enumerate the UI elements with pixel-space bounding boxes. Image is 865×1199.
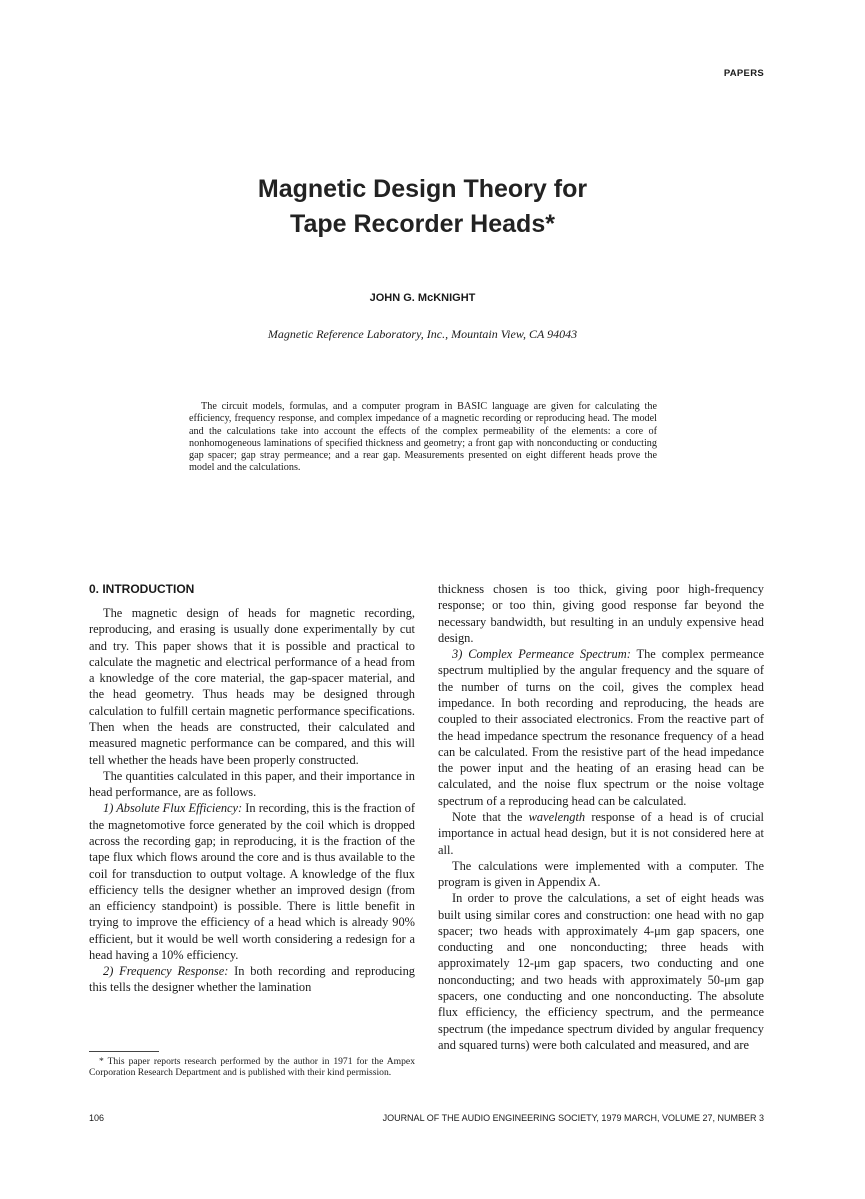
column-right <box>438 581 764 1053</box>
list-item-label: 3) Complex Permeance Spectrum: <box>452 647 631 662</box>
paragraph-continued: thickness chosen is too thick, giving poor high-frequency response; or too thin, giving good response far beyond the necessary bandwidth, but resulting in an unduly expensive head design. <box>438 582 764 645</box>
title-line-2: Tape Recorder Heads* <box>290 210 555 238</box>
text-run: Note that the <box>452 809 529 824</box>
list-item-complex-permeance <box>438 646 764 809</box>
section-tag: PAPERS <box>723 68 764 79</box>
author-name: JOHN G. McKNIGHT <box>369 292 476 304</box>
footnote: * This paper reports research performed by the author in 1971 for the Ampex Corporation Research Department and is published with their kind permission. <box>89 1056 415 1078</box>
paragraph <box>438 809 764 858</box>
paragraph: The quantities calculated in this paper, and their importance in head performance, are as follows. <box>89 768 415 800</box>
list-item-label: 1) Absolute Flux Efficiency: <box>103 801 243 816</box>
list-item-text: In both recording and reproducing this tells the designer whether the lamination <box>89 964 415 995</box>
journal-citation: JOURNAL OF THE AUDIO ENGINEERING SOCIETY, 1979 MARCH, VOLUME 27, NUMBER 3 <box>382 1113 764 1123</box>
paper-title <box>0 172 845 242</box>
list-item-text: The complex permeance spectrum multiplied by the angular frequency and the square of the number of turns on the coil, gives the complex head impedance. In both recording and reproducing, the heads are coupled to their associated electronics. From the reactive part of the head impedance spectrum the resonance frequency of a head can be calculated. From the resistive part of the head impedance the power input and the heating of an erasing head can be calculated, and the noise flux spectrum or the noise voltage spectrum of a reproducing head can be calculated. <box>438 647 764 808</box>
abstract: The circuit models, formulas, and a computer program in BASIC language are given for calculating the efficiency, frequency response, and complex impedance of a magnetic recording or reproducing head. The model and the calculations take into account the effects of the complex permeability of the elements: a core of nonhomogeneous laminations of specified thickness and geometry; a front gap with nonconducting or conducting gap spacer; gap stray permeance; and a rear gap. Measurements presented on eight different heads prove the model and the calculations. <box>189 401 657 474</box>
paragraph: In order to prove the calculations, a set of eight heads was built using similar cores and construction: one head with no gap spacer; two heads with approximately 4-μm gap spacers, one conducting and one nonconducting; three heads with approximately 12-μm gap spacers, two conducting and one nonconducting; and two heads with approximately 50-μm gap spacers, one conducting and one nonconducting. The absolute flux efficiency, the efficiency spectrum, and the permeance spectrum (the impedance spectrum divided by angular frequency and squared turns) were both calculated and measured, and are <box>438 891 764 1052</box>
list-item-flux-efficiency <box>89 800 415 963</box>
title-line-1: Magnetic Design Theory for <box>257 175 588 203</box>
column-left <box>89 581 415 996</box>
emphasis: wavelength <box>528 809 586 824</box>
footnote-divider <box>89 1051 159 1052</box>
section-heading: 0. INTRODUCTION <box>89 582 195 596</box>
list-item-frequency-response <box>89 963 415 996</box>
list-item-text: In recording, this is the fraction of the magnetomotive force generated by the coil which is dropped across the recording gap; in reproducing, it is the fraction of the tape flux which flows around the core and is thus available to the coil for transduction to output voltage. A knowledge of the flux efficiency tells the designer whether an improved design (from an efficiency standpoint) is possible. There is little benefit in trying to improve the efficiency of a head which is already 90% efficient, but it would be well worth considering a redesign for a head having a 10% efficiency. <box>89 801 416 962</box>
text-run: response of a head is of crucial importance in actual head design, but it is not considered here at all. <box>438 809 764 857</box>
page-number: 106 <box>89 1113 105 1123</box>
list-item-label: 2) Frequency Response: <box>103 964 229 979</box>
author-affiliation: Magnetic Reference Laboratory, Inc., Mountain View, CA 94043 <box>267 327 578 341</box>
paragraph: The calculations were implemented with a computer. The program is given in Appendix A. <box>438 858 764 890</box>
paragraph: The magnetic design of heads for magnetic recording, reproducing, and erasing is usually done experimentally by cut and try. This paper shows that it is possible and practical to calculate the magnetic and electrical performance of a head from a knowledge of the core material, the gap-spacer material, and the head geometry. Thus heads may be designed through calculation to fulfill certain magnetic performance specifications. Then when the heads are constructed, their calculated and measured magnetic performance can be compared, and this will tell whether the heads have been properly constructed. <box>89 606 415 767</box>
